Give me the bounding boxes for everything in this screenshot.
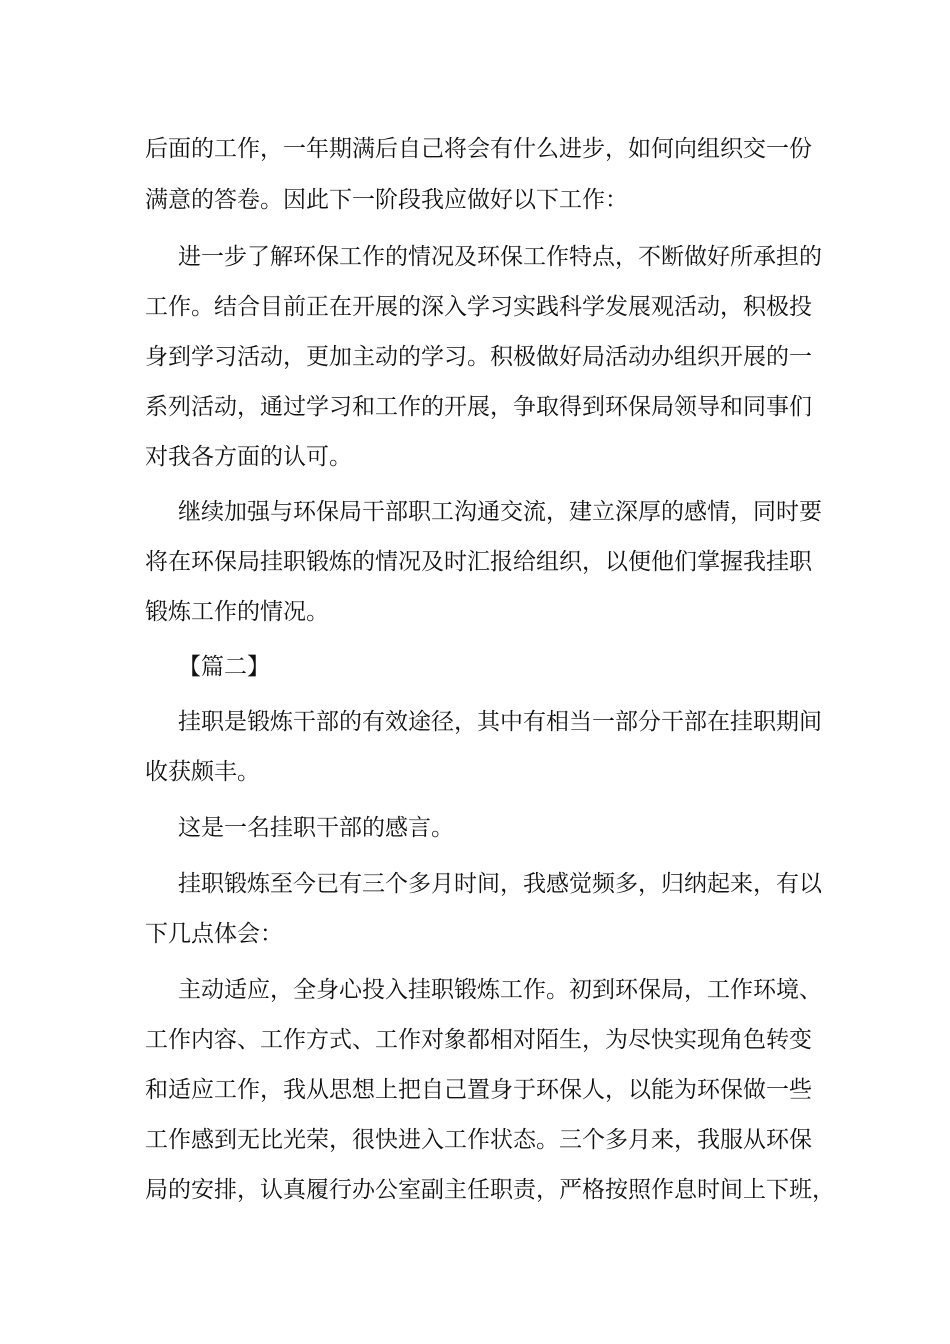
text-line: 满意的答卷。因此下一阶段我应做好以下工作： — [145, 187, 628, 213]
paragraph-start-line: 继续加强与环保局干部职工沟通交流，建立深厚的感情，同时要 — [178, 499, 822, 525]
text-line: 和适应工作，我从思想上把自己置身于环保人，以能为环保做一些 — [145, 1077, 812, 1103]
text-line: 锻炼工作的情况。 — [145, 599, 329, 625]
section-heading: 【篇二】 — [178, 654, 270, 680]
text-line: 工作内容、工作方式、工作对象都相对陌生，为尽快实现角色转变 — [145, 1027, 812, 1053]
paragraph-start-line: 这是一名挂职干部的感言。 — [178, 815, 454, 841]
text-line: 收获颇丰。 — [145, 759, 260, 785]
paragraph-start-line: 进一步了解环保工作的情况及环保工作特点，不断做好所承担的 — [178, 244, 822, 270]
text-line: 下几点体会： — [145, 921, 283, 947]
paragraph-start-line: 挂职是锻炼干部的有效途径，其中有相当一部分干部在挂职期间 — [178, 709, 822, 735]
text-line: 身到学习活动，更加主动的学习。积极做好局活动办组织开展的一 — [145, 344, 812, 370]
text-line: 局的安排，认真履行办公室副主任职责，严格按照作息时间上下班， — [145, 1177, 835, 1203]
text-line: 对我各方面的认可。 — [145, 444, 352, 470]
text-line: 后面的工作，一年期满后自己将会有什么进步，如何向组织交一份 — [145, 136, 812, 162]
text-line: 工作感到无比光荣，很快进入工作状态。三个多月来，我服从环保 — [145, 1127, 812, 1153]
text-line: 将在环保局挂职锻炼的情况及时汇报给组织，以便他们掌握我挂职 — [145, 549, 812, 575]
text-line: 工作。结合目前正在开展的深入学习实践科学发展观活动，积极投 — [145, 294, 812, 320]
paragraph-start-line: 主动适应，全身心投入挂职锻炼工作。初到环保局，工作环境、 — [178, 977, 822, 1003]
paragraph-start-line: 挂职锻炼至今已有三个多月时间，我感觉频多，归纳起来，有以 — [178, 871, 822, 897]
text-line: 系列活动，通过学习和工作的开展，争取得到环保局领导和同事们 — [145, 394, 812, 420]
